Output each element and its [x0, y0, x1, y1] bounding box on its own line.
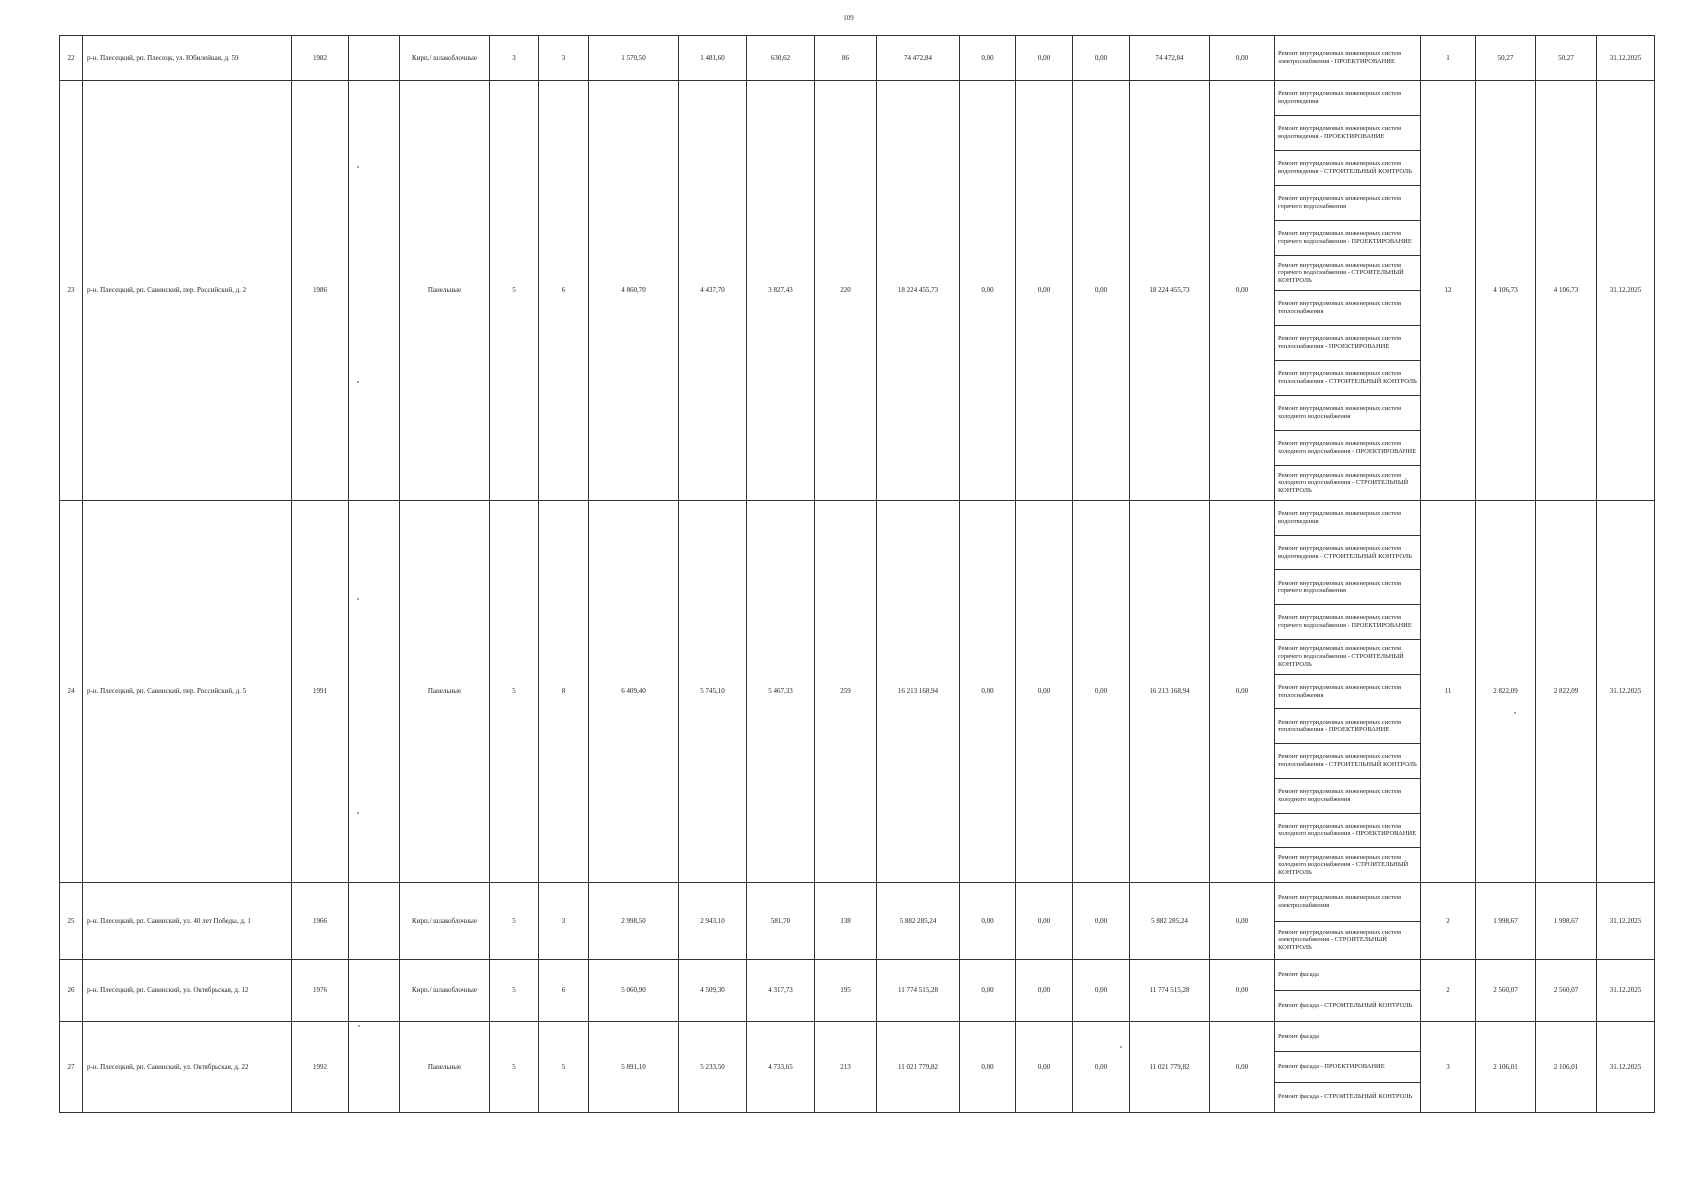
work-item: Ремонт внутридомовых инженерных систем теплоснабжения - СТРОИТЕЛЬНЫЙ КОНТРОЛЬ: [1275, 744, 1420, 779]
works-cell: [1275, 81, 1421, 501]
cell-area-total: 2 998,50: [589, 883, 679, 960]
work-item: Ремонт внутридомовых инженерных систем теплоснабжения: [1275, 291, 1420, 326]
cell-works-count: 1: [1421, 36, 1476, 81]
cell-entrances: 8: [539, 501, 589, 883]
cell-area-premises: 4 509,30: [679, 960, 747, 1022]
cell-cost-limit-m2: 2 560,07: [1536, 960, 1597, 1022]
work-item: Ремонт внутридомовых инженерных систем водоотведения: [1275, 81, 1420, 116]
cell-works-count: 3: [1421, 1022, 1476, 1113]
cell-residents: 86: [815, 36, 877, 81]
cell-deadline: 31.12.2025: [1597, 36, 1655, 81]
cell-area-premises: 5 233,50: [679, 1022, 747, 1113]
work-item: Ремонт внутридомовых инженерных систем водоотведения - СТРОИТЕЛЬНЫЙ КОНТРОЛЬ: [1275, 536, 1420, 571]
cell-cost-total: 18 224 455,73: [877, 81, 960, 501]
cell-address: р-н. Плесецкий, рп. Плесецк, ул. Юбилейная, д. 59: [83, 36, 292, 81]
cell-fund-federal: 0,00: [960, 883, 1016, 960]
cell-year: 1966: [292, 883, 349, 960]
work-item: Ремонт внутридомовых инженерных систем электроснабжения - СТРОИТЕЛЬНЫЙ КОНТРОЛЬ: [1278, 928, 1401, 952]
cell-entrances: 3: [539, 883, 589, 960]
cell-works-count: 11: [1421, 501, 1476, 883]
work-item: Ремонт внутридомовых инженерных систем водоотведения - СТРОИТЕЛЬНЫЙ КОНТРОЛЬ: [1275, 151, 1420, 186]
table-row: [60, 501, 1655, 883]
cell-floors: 5: [490, 960, 539, 1022]
work-item: Ремонт внутридомовых инженерных систем холодного водоснабжения - ПРОЕКТИРОВАНИЕ: [1275, 814, 1420, 849]
cell-floors: 5: [490, 1022, 539, 1113]
cell-floors: 5: [490, 501, 539, 883]
cell-fund-regional: 0,00: [1016, 81, 1073, 501]
cell-area-total: 6 409,40: [589, 501, 679, 883]
cell-overhaul: [349, 81, 400, 501]
cell-fund-owners: 11 774 515,28: [1130, 960, 1210, 1022]
cell-material: Панельные: [400, 1022, 490, 1113]
cell-fund-local: 0,00: [1073, 81, 1130, 501]
work-item: Ремонт внутридомовых инженерных систем холодного водоснабжения: [1275, 779, 1420, 814]
work-item: Ремонт внутридомовых инженерных систем холодного водоснабжения - СТРОИТЕЛЬНЫЙ КОНТРОЛЬ: [1278, 471, 1409, 494]
work-item: Ремонт внутридомовых инженерных систем горячего водоснабжения - СТРОИТЕЛЬНЫЙ КОНТРОЛЬ: [1275, 640, 1420, 675]
scan-speck: [1120, 1046, 1122, 1048]
cell-fund-local: 0,00: [1073, 1022, 1130, 1113]
cell-material: Кирп./ шлакоблочные: [400, 883, 490, 960]
cell-cost-per-m2: 50,27: [1476, 36, 1536, 81]
cell-area-living: 5 467,33: [747, 501, 815, 883]
cell-fund-federal: 0,00: [960, 81, 1016, 501]
cell-residents: 213: [815, 1022, 877, 1113]
works-cell: [1275, 501, 1421, 883]
cell-fund-owners: 74 472,84: [1130, 36, 1210, 81]
cell-fund-other: 0,00: [1210, 1022, 1275, 1113]
cell-fund-regional: 0,00: [1016, 960, 1073, 1022]
cell-material: Панельные: [400, 501, 490, 883]
cell-no: 25: [60, 883, 83, 960]
cell-fund-local: 0,00: [1073, 36, 1130, 81]
cell-works-count: 2: [1421, 883, 1476, 960]
cell-area-total: 5 060,90: [589, 960, 679, 1022]
cell-fund-regional: 0,00: [1016, 501, 1073, 883]
cell-deadline: 31.12.2025: [1597, 960, 1655, 1022]
cell-address: р-н. Плесецкий, рп. Савинский, ул. Октябрьская, д. 22: [83, 1022, 292, 1113]
cell-fund-owners: 5 882 285,24: [1130, 883, 1210, 960]
cell-deadline: 31.12.2025: [1597, 883, 1655, 960]
page-number: 109: [843, 14, 854, 22]
cell-fund-other: 0,00: [1210, 81, 1275, 501]
table-row: [60, 883, 1655, 960]
cell-cost-per-m2: 2 560,07: [1476, 960, 1536, 1022]
cell-residents: 195: [815, 960, 877, 1022]
cell-area-total: 1 570,50: [589, 36, 679, 81]
cell-address: р-н. Плесецкий, рп. Савинский, ул. 40 лет Победы, д. 1: [83, 883, 292, 960]
work-item: Ремонт внутридомовых инженерных систем холодного водоснабжения - СТРОИТЕЛЬНЫЙ КОНТРОЛЬ: [1278, 853, 1409, 877]
cell-address: р-н. Плесецкий, рп. Савинский, пер. Российский, д. 5: [83, 501, 292, 883]
cell-overhaul: [349, 501, 400, 883]
cell-works-count: 2: [1421, 960, 1476, 1022]
cell-deadline: 31.12.2025: [1597, 501, 1655, 883]
work-item: Ремонт внутридомовых инженерных систем электроснабжения: [1275, 883, 1420, 922]
cell-residents: 220: [815, 81, 877, 501]
cell-year: 1976: [292, 960, 349, 1022]
cell-address: р-н. Плесецкий, рп. Савинский, ул. Октябрьская, д. 12: [83, 960, 292, 1022]
work-item: Ремонт внутридомовых инженерных систем горячего водоснабжения: [1275, 186, 1420, 221]
cell-cost-per-m2: 4 106,73: [1476, 81, 1536, 501]
cell-cost-per-m2: 2 822,09: [1476, 501, 1536, 883]
cell-area-living: 581,70: [747, 883, 815, 960]
cell-area-premises: 1 481,60: [679, 36, 747, 81]
cell-entrances: 6: [539, 81, 589, 501]
cell-year: 1986: [292, 81, 349, 501]
cell-area-living: 630,62: [747, 36, 815, 81]
cell-year: 1982: [292, 36, 349, 81]
cell-cost-limit-m2: 4 106,73: [1536, 81, 1597, 501]
cell-year: 1992: [292, 1022, 349, 1113]
work-item: Ремонт внутридомовых инженерных систем горячего водоснабжения - СТРОИТЕЛЬНЫЙ КОНТРОЛЬ: [1275, 256, 1420, 291]
cell-no: 24: [60, 501, 83, 883]
work-item: Ремонт внутридомовых инженерных систем горячего водоснабжения: [1275, 570, 1420, 605]
cell-no: 26: [60, 960, 83, 1022]
cell-entrances: 5: [539, 1022, 589, 1113]
work-item: Ремонт внутридомовых инженерных систем теплоснабжения - ПРОЕКТИРОВАНИЕ: [1275, 326, 1420, 361]
table-row: [60, 1022, 1655, 1113]
work-item: Ремонт внутридомовых инженерных систем холодного водоснабжения: [1275, 396, 1420, 431]
cell-cost-total: 74 472,84: [877, 36, 960, 81]
cell-cost-limit-m2: 2 822,09: [1536, 501, 1597, 883]
table-row: [60, 81, 1655, 501]
cell-area-living: 3 827,43: [747, 81, 815, 501]
work-item: Ремонт фасада - СТРОИТЕЛЬНЫЙ КОНТРОЛЬ: [1278, 1002, 1413, 1010]
cell-residents: 138: [815, 883, 877, 960]
table-row: [60, 36, 1655, 81]
cell-entrances: 3: [539, 36, 589, 81]
cell-cost-limit-m2: 50,27: [1536, 36, 1597, 81]
cell-works-count: 12: [1421, 81, 1476, 501]
cell-fund-local: 0,00: [1073, 960, 1130, 1022]
work-item: Ремонт внутридомовых инженерных систем теплоснабжения - СТРОИТЕЛЬНЫЙ КОНТРОЛЬ: [1275, 361, 1420, 396]
cell-no: 23: [60, 81, 83, 501]
cell-area-living: 4 317,73: [747, 960, 815, 1022]
scan-speck: [1514, 712, 1516, 714]
cell-area-total: 5 891,10: [589, 1022, 679, 1113]
works-cell: [1275, 36, 1421, 81]
cell-floors: 3: [490, 36, 539, 81]
cell-address: р-н. Плесецкий, рп. Савинский, пер. Российский, д. 2: [83, 81, 292, 501]
cell-overhaul: [349, 1022, 400, 1113]
work-item: Ремонт внутридомовых инженерных систем холодного водоснабжения - ПРОЕКТИРОВАНИЕ: [1275, 431, 1420, 466]
table-row: [60, 960, 1655, 1022]
cell-cost-per-m2: 2 106,01: [1476, 1022, 1536, 1113]
scan-speck: [357, 598, 359, 600]
cell-overhaul: [349, 960, 400, 1022]
cell-cost-total: 11 021 779,82: [877, 1022, 960, 1113]
work-item: Ремонт внутридомовых инженерных систем водоотведения: [1275, 501, 1420, 536]
capital-repair-table: [59, 35, 1655, 1113]
cell-deadline: 31.12.2025: [1597, 81, 1655, 501]
cell-fund-regional: 0,00: [1016, 1022, 1073, 1113]
cell-area-premises: 5 745,10: [679, 501, 747, 883]
works-cell: [1275, 883, 1421, 960]
work-item: Ремонт фасада - СТРОИТЕЛЬНЫЙ КОНТРОЛЬ: [1278, 1093, 1413, 1101]
cell-no: 22: [60, 36, 83, 81]
cell-fund-federal: 0,00: [960, 1022, 1016, 1113]
cell-fund-owners: 11 021 779,82: [1130, 1022, 1210, 1113]
work-item: Ремонт внутридомовых инженерных систем горячего водоснабжения - ПРОЕКТИРОВАНИЕ: [1275, 221, 1420, 256]
cell-deadline: 31.12.2025: [1597, 1022, 1655, 1113]
work-item: Ремонт внутридомовых инженерных систем теплоснабжения - ПРОЕКТИРОВАНИЕ: [1275, 709, 1420, 744]
cell-area-premises: 4 437,70: [679, 81, 747, 501]
cell-floors: 5: [490, 883, 539, 960]
cell-floors: 5: [490, 81, 539, 501]
cell-material: Кирп./ шлакоблочные: [400, 960, 490, 1022]
cell-no: 27: [60, 1022, 83, 1113]
cell-entrances: 6: [539, 960, 589, 1022]
cell-material: Панельные: [400, 81, 490, 501]
work-item: Ремонт фасада: [1275, 1022, 1420, 1052]
scan-speck: [357, 812, 359, 814]
work-item: Ремонт внутридомовых инженерных систем горячего водоснабжения - ПРОЕКТИРОВАНИЕ: [1275, 605, 1420, 640]
scan-speck: [358, 1025, 360, 1027]
cell-overhaul: [349, 883, 400, 960]
cell-fund-local: 0,00: [1073, 883, 1130, 960]
cell-cost-per-m2: 1 998,67: [1476, 883, 1536, 960]
cell-fund-owners: 18 224 455,73: [1130, 81, 1210, 501]
work-item: Ремонт внутридомовых инженерных систем электроснабжения - ПРОЕКТИРОВАНИЕ: [1278, 50, 1401, 65]
cell-cost-limit-m2: 2 106,01: [1536, 1022, 1597, 1113]
cell-overhaul: [349, 36, 400, 81]
scan-speck: [357, 381, 359, 383]
cell-fund-regional: 0,00: [1016, 36, 1073, 81]
works-cell: [1275, 960, 1421, 1022]
work-item: Ремонт фасада: [1275, 960, 1420, 991]
cell-year: 1991: [292, 501, 349, 883]
works-cell: [1275, 1022, 1421, 1113]
cell-fund-federal: 0,00: [960, 960, 1016, 1022]
work-item: Ремонт внутридомовых инженерных систем теплоснабжения: [1275, 675, 1420, 710]
work-item: Ремонт внутридомовых инженерных систем водоотведения - ПРОЕКТИРОВАНИЕ: [1275, 116, 1420, 151]
cell-cost-limit-m2: 1 998,67: [1536, 883, 1597, 960]
cell-area-total: 4 860,70: [589, 81, 679, 501]
cell-cost-total: 16 213 168,94: [877, 501, 960, 883]
scan-speck: [357, 166, 359, 168]
cell-fund-owners: 16 213 168,94: [1130, 501, 1210, 883]
cell-fund-other: 0,00: [1210, 501, 1275, 883]
work-item: Ремонт фасада - ПРОЕКТИРОВАНИЕ: [1275, 1052, 1420, 1082]
cell-cost-total: 11 774 515,28: [877, 960, 960, 1022]
cell-fund-regional: 0,00: [1016, 883, 1073, 960]
cell-fund-local: 0,00: [1073, 501, 1130, 883]
cell-cost-total: 5 882 285,24: [877, 883, 960, 960]
cell-fund-federal: 0,00: [960, 36, 1016, 81]
cell-fund-other: 0,00: [1210, 36, 1275, 81]
cell-material: Кирп./ шлакоблочные: [400, 36, 490, 81]
cell-residents: 259: [815, 501, 877, 883]
cell-fund-other: 0,00: [1210, 883, 1275, 960]
cell-area-living: 4 733,65: [747, 1022, 815, 1113]
cell-fund-federal: 0,00: [960, 501, 1016, 883]
cell-fund-other: 0,00: [1210, 960, 1275, 1022]
cell-area-premises: 2 943,10: [679, 883, 747, 960]
